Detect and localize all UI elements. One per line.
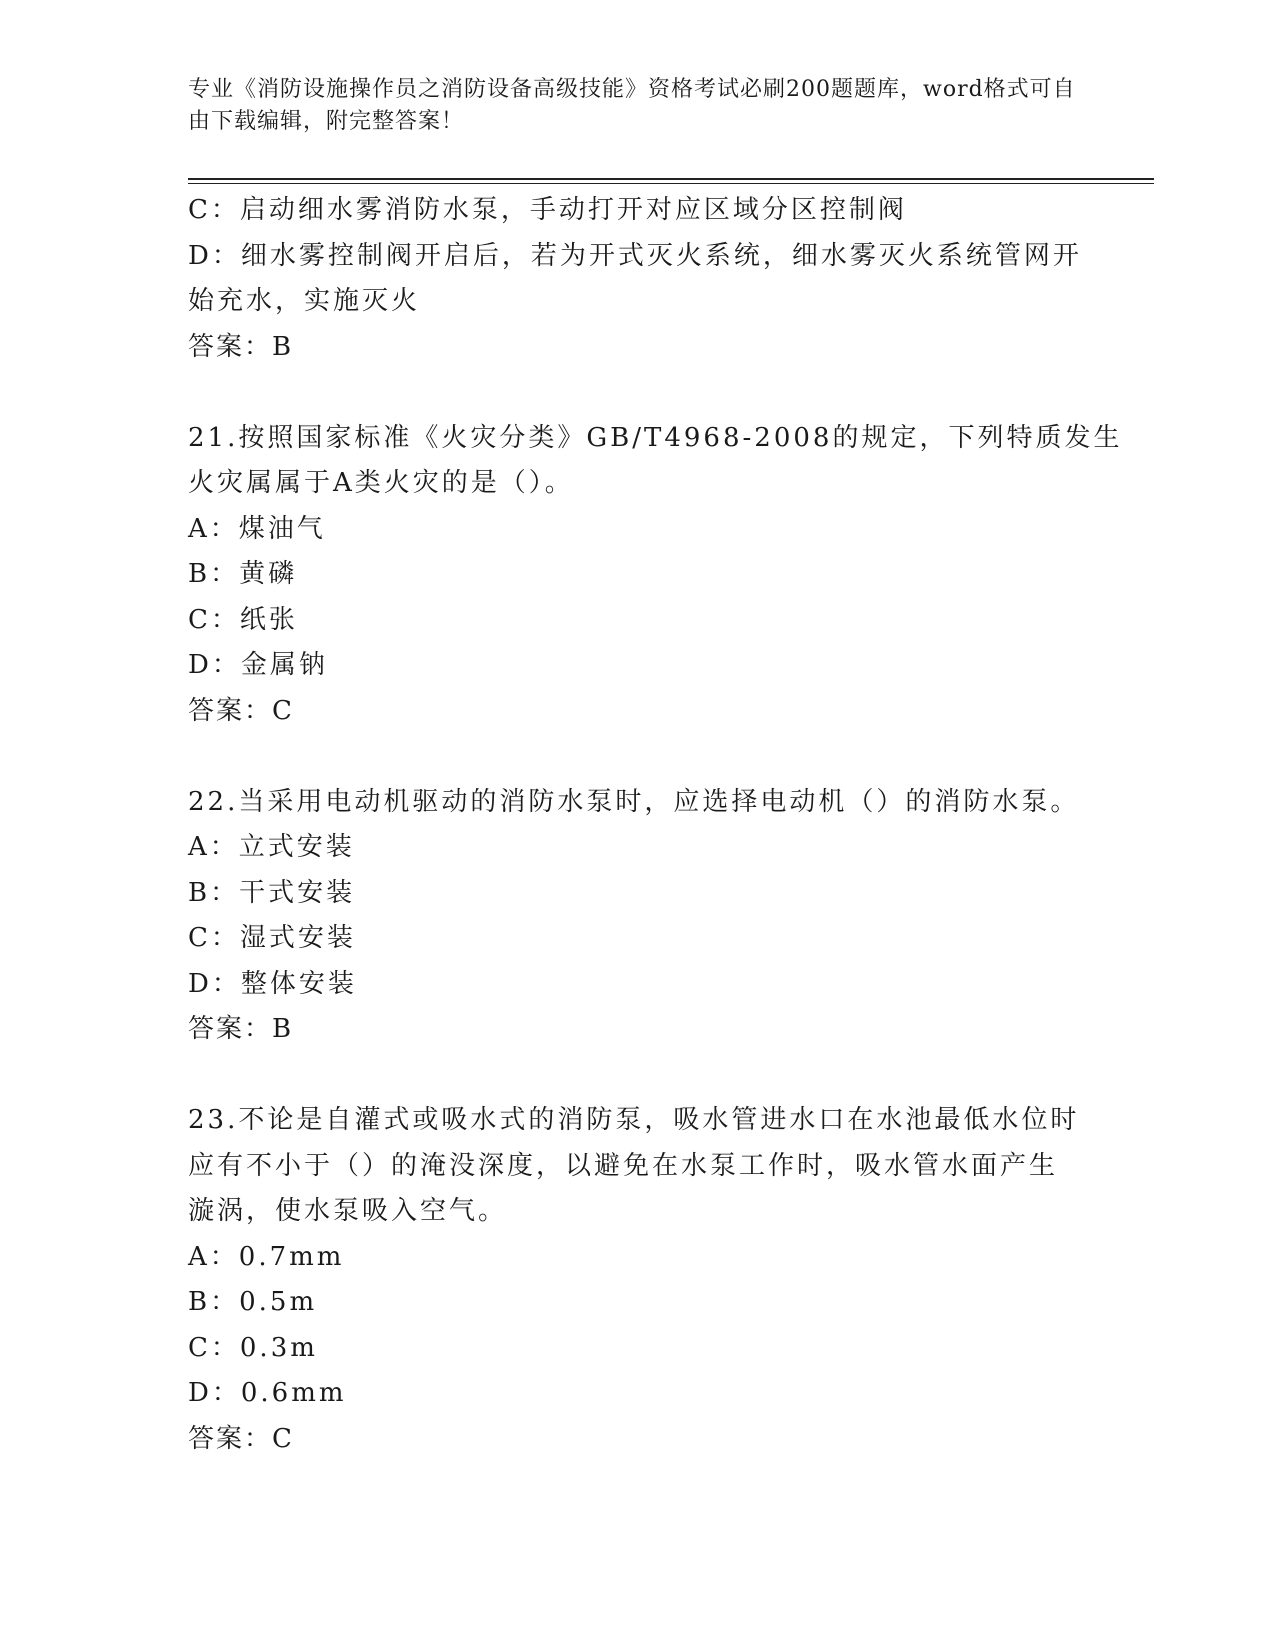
option-c: C：纸张 bbox=[188, 604, 298, 635]
spacer bbox=[188, 1053, 1088, 1099]
question-22-block bbox=[188, 780, 1088, 1053]
document-header: 专业《消防设施操作员之消防设备高级技能》资格考试必刷200题题库，word格式可自由下载编辑，附完整答案！ bbox=[188, 77, 1076, 134]
option-c: C：湿式安装 bbox=[188, 923, 356, 953]
option-b: B：黄磷 bbox=[188, 559, 298, 589]
answer: 答案：B bbox=[188, 1014, 294, 1044]
option-c: C：0.3m bbox=[188, 1332, 318, 1363]
question-stem-line-2: 应有不小于（）的淹没深度，以避免在水泵工作时，吸水管水面产生 bbox=[188, 1150, 1059, 1181]
spacer bbox=[188, 370, 1088, 416]
header-rule-thick bbox=[188, 178, 1154, 180]
option-d-line-1: D：细水雾控制阀开启后，若为开式灭火系统，细水雾灭火系统管网开 bbox=[188, 240, 1082, 271]
option-b: B：干式安装 bbox=[188, 877, 356, 908]
question-stem-line-1: 21.按照国家标准《火灾分类》GB/T4968-2008的规定，下列特质发生 bbox=[188, 422, 1123, 453]
option-d-line-2: 始充水，实施灭火 bbox=[188, 286, 421, 316]
question-stem-line-1: 23.不论是自灌式或吸水式的消防泵，吸水管进水口在水池最低水位时 bbox=[188, 1105, 1080, 1135]
question-stem-line-3: 漩涡，使水泵吸入空气。 bbox=[188, 1196, 508, 1226]
question-21-block bbox=[188, 416, 1123, 735]
answer: 答案：B bbox=[188, 331, 294, 362]
option-a: A：立式安装 bbox=[188, 832, 355, 862]
option-d: D：0.6mm bbox=[188, 1378, 347, 1408]
question-stem-line-1: 22.当采用电动机驱动的消防水泵时，应选择电动机（）的消防水泵。 bbox=[188, 786, 1080, 817]
prev-question-block bbox=[188, 188, 1088, 370]
option-d: D：整体安装 bbox=[188, 968, 357, 999]
option-b: B：0.5m bbox=[188, 1287, 318, 1317]
answer: 答案：C bbox=[188, 695, 294, 726]
header-rule-thin bbox=[188, 183, 1154, 184]
question-stem-line-2: 火灾属属于A类火灾的是（）。 bbox=[188, 468, 574, 498]
option-a: A：0.7mm bbox=[188, 1241, 345, 1272]
question-content bbox=[188, 188, 1123, 1462]
spacer bbox=[188, 734, 1088, 780]
option-d: D：金属钠 bbox=[188, 650, 328, 680]
question-23-block bbox=[188, 1098, 1088, 1462]
option-c: C：启动细水雾消防水泵，手动打开对应区域分区控制阀 bbox=[188, 195, 907, 225]
option-a: A：煤油气 bbox=[188, 513, 326, 544]
answer: 答案：C bbox=[188, 1423, 294, 1454]
